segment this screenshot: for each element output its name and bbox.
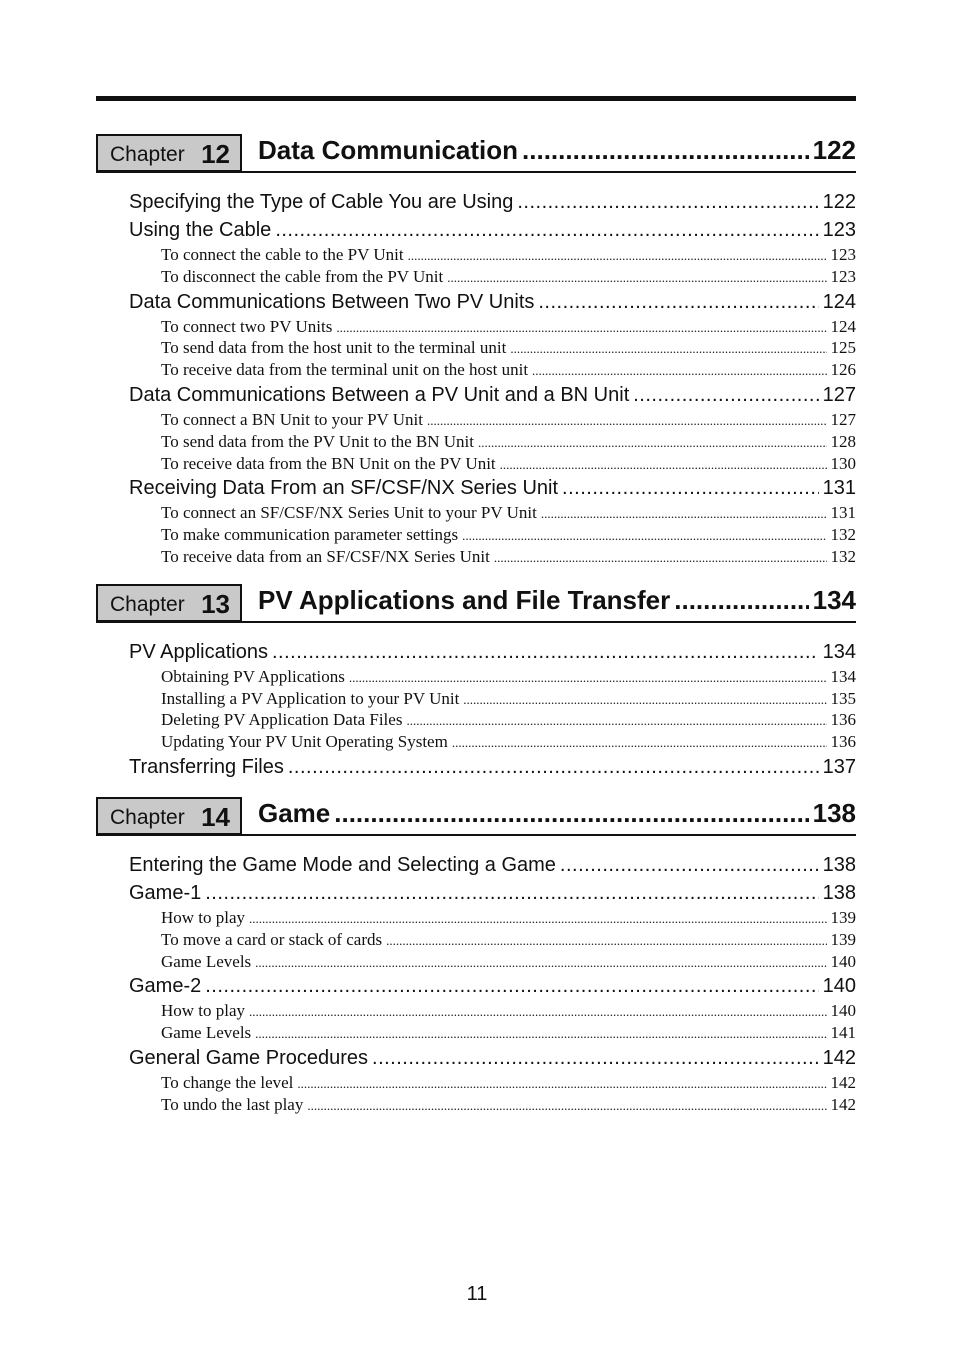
chapter-header-14[interactable] <box>96 797 856 837</box>
entry-page: 128 <box>830 431 856 451</box>
chapter-entries <box>96 188 856 568</box>
entry-page: 142 <box>830 1094 856 1114</box>
dot-leader <box>249 908 826 930</box>
entry-page: 142 <box>822 1046 856 1069</box>
toc-subsection-entry[interactable] <box>96 359 856 381</box>
entry-title: General Game Procedures <box>129 1046 369 1069</box>
entry-page: 131 <box>830 503 856 523</box>
entry-page: 138 <box>822 881 856 904</box>
dot-leader <box>275 216 818 244</box>
entry-title: To connect the cable to the PV Unit <box>161 245 404 264</box>
toc-section-entry[interactable] <box>96 288 856 316</box>
entry-title: To change the level <box>161 1072 294 1092</box>
entry-page: 124 <box>830 316 856 336</box>
dot-leader <box>510 338 826 360</box>
toc-subsection-entry[interactable] <box>96 409 856 431</box>
entry-title: PV Applications <box>129 640 268 663</box>
toc-subsection-entry[interactable] <box>96 1022 856 1044</box>
entry-page: 135 <box>830 688 856 708</box>
entry-title: To make communication parameter settings <box>161 525 459 545</box>
entry-title: Obtaining PV Applications <box>161 666 345 686</box>
dot-leader <box>255 1023 826 1045</box>
dot-leader <box>562 474 819 502</box>
entry-title: To connect two PV Units <box>161 316 333 336</box>
dot-leader <box>349 667 827 689</box>
toc-subsection-entry[interactable] <box>96 316 856 338</box>
chapter-header-12[interactable] <box>96 134 856 174</box>
dot-leader <box>334 798 808 829</box>
entry-title: To receive data from the terminal unit on the host unit <box>161 360 529 380</box>
dot-leader <box>406 710 826 732</box>
entry-title: To disconnect the cable from the PV Unit <box>161 266 444 286</box>
dot-leader <box>288 753 819 781</box>
table-of-contents <box>96 134 856 1132</box>
entry-page: 126 <box>830 360 856 380</box>
dot-leader <box>674 585 808 616</box>
entry-title: Specifying the Type of Cable You are Using <box>129 191 514 213</box>
chapter-underline <box>96 621 856 623</box>
chapter-number: 12 <box>201 139 230 169</box>
entry-page: 131 <box>822 477 856 500</box>
dot-leader <box>372 1044 819 1072</box>
dot-leader <box>205 972 818 1000</box>
entry-page: 137 <box>822 755 856 778</box>
entry-title: To receive data from an SF/CSF/NX Series Unit <box>161 546 490 566</box>
chapter-number: 14 <box>201 801 230 832</box>
chapter-title: Data Communication <box>258 135 519 165</box>
toc-section-entry[interactable] <box>96 851 856 879</box>
chapter-chip <box>96 134 242 172</box>
dot-leader <box>633 381 818 409</box>
dot-leader <box>478 432 827 454</box>
dot-leader <box>494 547 827 569</box>
entry-page: 136 <box>830 732 856 752</box>
chapter-page: 138 <box>812 797 856 828</box>
dot-leader <box>336 317 826 339</box>
dot-leader <box>517 188 818 216</box>
dot-leader <box>500 454 827 476</box>
entry-title: How to play <box>161 907 246 927</box>
toc-subsection-entry[interactable] <box>96 951 856 973</box>
chapter-page: 122 <box>812 135 856 165</box>
toc-section-entry[interactable] <box>96 753 856 781</box>
dot-leader <box>462 525 826 547</box>
chapter-underline <box>96 834 856 836</box>
entry-page: 139 <box>830 929 856 949</box>
chapter-title-row <box>258 585 856 616</box>
toc-subsection-entry[interactable] <box>96 1000 856 1022</box>
entry-title: Data Communications Between Two PV Units <box>129 290 535 313</box>
entry-title: Game Levels <box>161 1023 252 1043</box>
toc-subsection-entry[interactable] <box>96 244 856 266</box>
chapter-label: Chapter <box>110 592 185 616</box>
entry-page: 123 <box>822 219 856 241</box>
toc-subsection-entry[interactable] <box>96 1072 856 1094</box>
entry-title: Game-1 <box>129 881 202 904</box>
dot-leader <box>427 410 827 432</box>
entry-page: 139 <box>830 907 856 927</box>
dot-leader <box>297 1073 826 1095</box>
toc-subsection-entry[interactable] <box>96 666 856 688</box>
chapter-chip <box>96 797 242 835</box>
toc-subsection-entry[interactable] <box>96 524 856 546</box>
chapter-label: Chapter <box>110 143 185 166</box>
dot-leader <box>541 503 827 525</box>
entry-title: Game-2 <box>129 975 202 998</box>
chapter-entries <box>96 638 856 781</box>
entry-title: To undo the last play <box>161 1094 304 1114</box>
toc-subsection-entry[interactable] <box>96 1094 856 1116</box>
chapter-title-row <box>258 135 856 166</box>
entry-title: Deleting PV Application Data Files <box>161 710 403 730</box>
toc-section-entry[interactable] <box>96 879 856 907</box>
chapter-title-row <box>258 798 856 829</box>
entry-page: 140 <box>822 975 856 998</box>
entry-title: Installing a PV Application to your PV Unit <box>161 688 460 708</box>
dot-leader <box>463 689 826 711</box>
entry-title: Game Levels <box>161 951 252 971</box>
toc-subsection-entry[interactable] <box>96 929 856 951</box>
entry-page: 130 <box>830 453 856 473</box>
entry-title: Receiving Data From an SF/CSF/NX Series Unit <box>129 477 559 500</box>
entry-page: 141 <box>830 1023 856 1043</box>
dot-leader <box>249 1001 826 1023</box>
dot-leader <box>522 135 809 166</box>
chapter-number: 13 <box>201 588 230 619</box>
toc-subsection-entry[interactable] <box>96 907 856 929</box>
entry-title: Data Communications Between a PV Unit and a BN Unit <box>129 383 630 406</box>
chapter-page: 134 <box>812 584 856 615</box>
toc-subsection-entry[interactable] <box>96 546 856 568</box>
chapter-underline <box>96 171 856 173</box>
toc-subsection-entry[interactable] <box>96 453 856 475</box>
toc-subsection-entry[interactable] <box>96 688 856 710</box>
top-rule <box>96 96 856 101</box>
entry-title: How to play <box>161 1001 246 1021</box>
entry-page: 134 <box>830 666 856 686</box>
toc-section-entry[interactable] <box>96 216 856 244</box>
entry-title: Entering the Game Mode and Selecting a Game <box>129 853 556 876</box>
entry-page: 127 <box>822 383 856 406</box>
toc-subsection-entry[interactable] <box>96 337 856 359</box>
dot-leader <box>532 360 826 382</box>
toc-section-entry[interactable] <box>96 188 856 216</box>
dot-leader <box>447 267 826 289</box>
entry-page: 134 <box>822 640 856 663</box>
entry-page: 123 <box>830 266 856 286</box>
dot-leader <box>205 879 818 907</box>
entry-title: To send data from the PV Unit to the BN Unit <box>161 431 474 451</box>
chapter-label: Chapter <box>110 805 185 829</box>
toc-subsection-entry[interactable] <box>96 502 856 524</box>
entry-page: 142 <box>830 1072 856 1092</box>
chapter-chip <box>96 584 242 622</box>
entry-page: 138 <box>822 853 856 876</box>
chapter-header-13[interactable] <box>96 584 856 624</box>
dot-leader <box>560 851 819 879</box>
entry-page: 122 <box>822 191 856 213</box>
entry-page: 127 <box>830 409 856 429</box>
toc-section-entry[interactable] <box>96 638 856 666</box>
dot-leader <box>538 288 818 316</box>
chapter-title: Game <box>258 797 331 828</box>
entry-page: 140 <box>830 951 856 971</box>
chapter-entries <box>96 851 856 1116</box>
entry-page: 124 <box>822 290 856 313</box>
entry-page: 132 <box>830 525 856 545</box>
entry-page: 136 <box>830 710 856 730</box>
dot-leader <box>272 638 819 666</box>
entry-title: To connect a BN Unit to your PV Unit <box>161 409 423 429</box>
dot-leader <box>255 952 826 974</box>
toc-subsection-entry[interactable] <box>96 266 856 288</box>
toc-subsection-entry[interactable] <box>96 731 856 753</box>
toc-section-entry[interactable] <box>96 381 856 409</box>
entry-page: 123 <box>830 245 856 264</box>
chapter-title: PV Applications and File Transfer <box>258 584 671 615</box>
toc-subsection-entry[interactable] <box>96 431 856 453</box>
entry-title: To move a card or stack of cards <box>161 929 383 949</box>
dot-leader <box>307 1095 826 1117</box>
entry-page: 125 <box>830 338 856 358</box>
entry-title: To connect an SF/CSF/NX Series Unit to your PV Unit <box>161 503 537 523</box>
dot-leader <box>386 930 826 952</box>
entry-page: 140 <box>830 1001 856 1021</box>
dot-leader <box>408 245 827 267</box>
entry-page: 132 <box>830 546 856 566</box>
entry-title: Transferring Files <box>129 755 284 778</box>
toc-section-entry[interactable] <box>96 1044 856 1072</box>
toc-section-entry[interactable] <box>96 474 856 502</box>
toc-subsection-entry[interactable] <box>96 709 856 731</box>
entry-title: Updating Your PV Unit Operating System <box>161 732 448 752</box>
entry-title: Using the Cable <box>129 219 272 241</box>
entry-title: To send data from the host unit to the terminal unit <box>161 338 507 358</box>
dot-leader <box>452 732 827 754</box>
toc-section-entry[interactable] <box>96 972 856 1000</box>
entry-title: To receive data from the BN Unit on the PV Unit <box>161 453 496 473</box>
page-number: 11 <box>466 1283 488 1305</box>
